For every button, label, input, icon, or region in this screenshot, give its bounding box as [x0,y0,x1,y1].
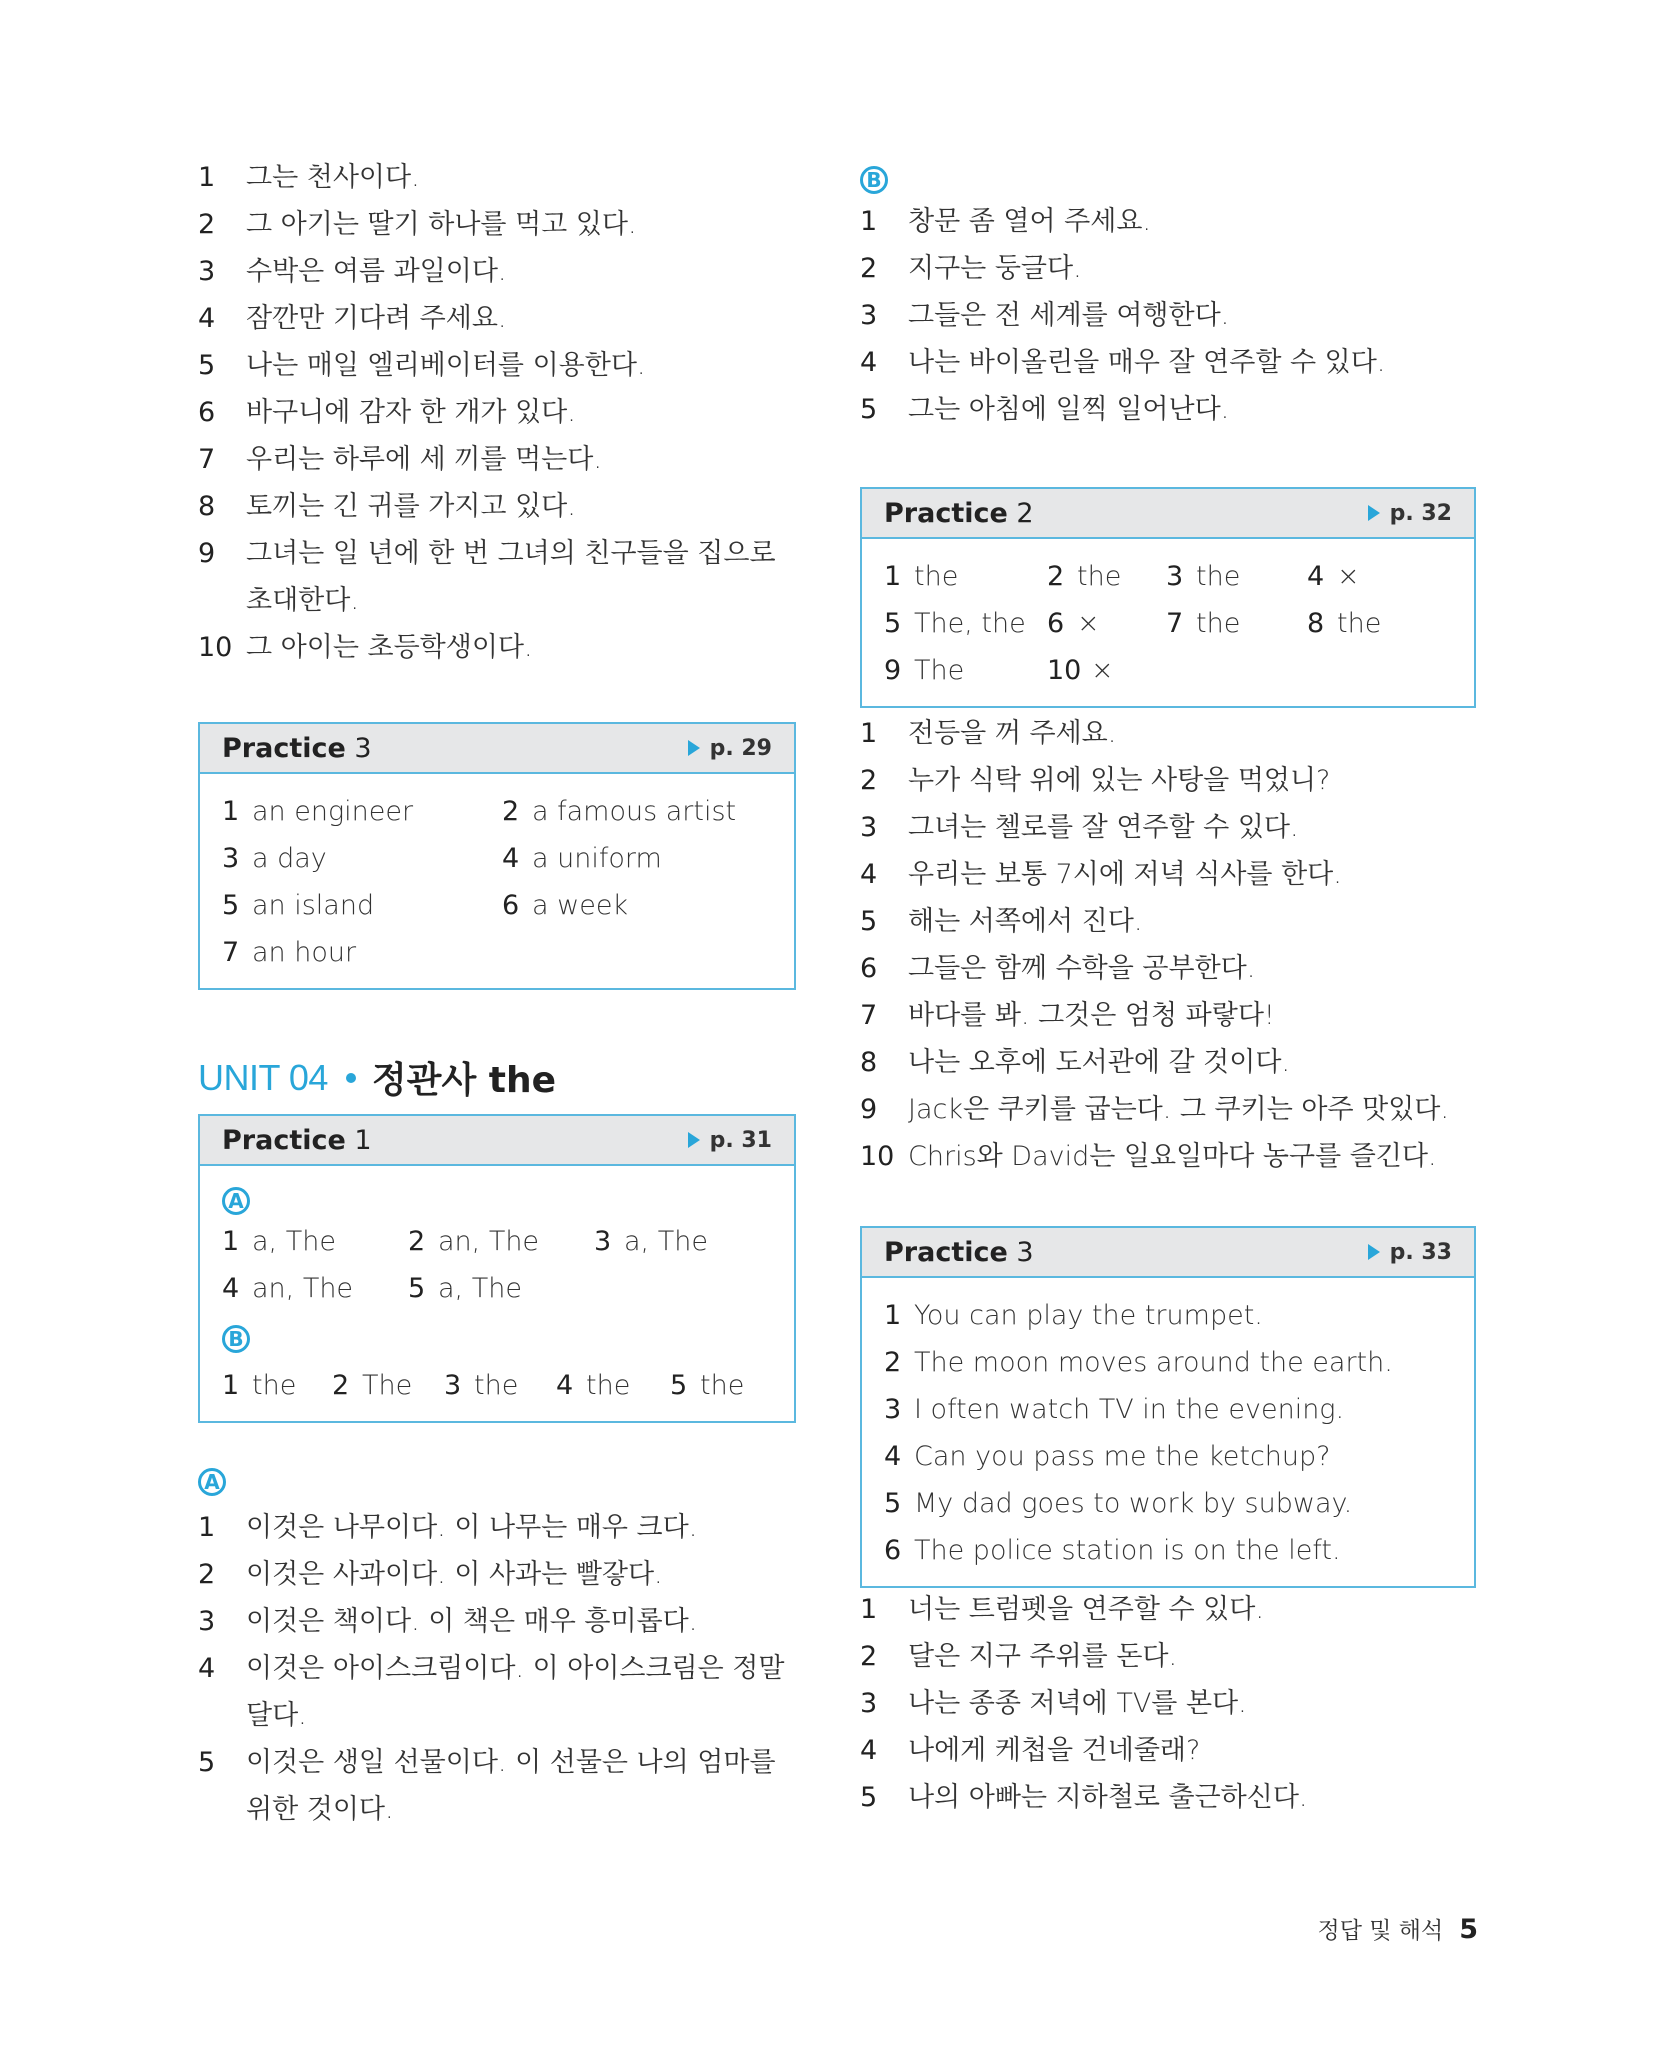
answer-text: Can you pass me the ketchup? [914,1441,1331,1472]
list-item [860,1086,1476,1133]
practice-word: Practice [884,1236,1008,1268]
translation-list-2 [860,710,1476,1180]
answer-text: the [1196,608,1241,639]
item-number: 7 [198,444,216,475]
answer-number: 3 [222,843,240,874]
answer-number: 2 [408,1226,426,1257]
practice-header [200,1116,794,1166]
practice-word: Practice [222,1124,346,1156]
item-number: 10 [860,1141,895,1172]
numbered-list [198,1504,796,1833]
answer-text: a, The [438,1273,522,1304]
list-item [198,1551,796,1598]
list-item [198,201,796,248]
item-number: 5 [198,1747,216,1778]
answer-text: the [914,561,959,592]
item-text: 그들은 전 세계를 여행한다. [908,300,1230,331]
answer-cell [884,1433,1452,1480]
unit-label: UNIT 04 [198,1056,328,1098]
item-text: 잠깐만 기다려 주세요. [246,303,507,334]
answer-number: 5 [670,1370,688,1401]
answer-number: 5 [408,1273,426,1304]
answer-text: My dad goes to work by subway. [914,1488,1353,1519]
list-item [860,898,1476,945]
answer-number: 2 [502,796,520,827]
section-b-marker [860,162,1476,198]
item-number: 2 [860,1641,878,1672]
answer-grid [222,788,772,976]
item-text: 나는 오후에 도서관에 갈 것이다. [908,1047,1290,1078]
item-text: Jack은 쿠키를 굽는다. 그 쿠키는 아주 맛있다. [908,1094,1449,1125]
answer-cell [408,1265,594,1312]
item-number: 2 [860,253,878,284]
list-item [860,1680,1476,1727]
item-number: 5 [860,394,878,425]
answer-text: the [700,1370,745,1401]
item-number: 1 [860,1594,878,1625]
item-number: 4 [198,1653,216,1684]
answer-text: the [1077,561,1122,592]
list-item [860,992,1476,1039]
item-number: 4 [198,303,216,334]
page-reference [1368,501,1452,526]
section-b-marker [222,1316,772,1362]
answer-grid-a [222,1218,772,1312]
answer-cell [502,788,772,835]
item-text: 이것은 나무이다. 이 나무는 매우 크다. [246,1512,698,1543]
item-number: 8 [860,1047,878,1078]
item-number: 1 [860,206,878,237]
play-triangle-icon [688,1132,700,1148]
practice-body [200,774,794,988]
section-a-badge: A [198,1468,226,1496]
answer-number: 1 [222,1226,240,1257]
answer-text: The, the [914,608,1026,639]
answer-cell [556,1362,670,1409]
item-text: 우리는 보통 7시에 저녁 식사를 한다. [908,859,1342,890]
answer-cell [884,553,1047,600]
page-reference-text: p. 29 [709,735,772,761]
answer-number: 6 [884,1535,902,1566]
answer-text: The [914,655,965,686]
item-number: 5 [860,906,878,937]
item-number: 4 [860,1735,878,1766]
answer-text: I often watch TV in the evening. [914,1394,1345,1425]
answer-text: an, The [252,1273,354,1304]
list-item [198,624,796,671]
item-number: 3 [198,256,216,287]
answer-cell [222,882,502,929]
answer-cell [670,1362,772,1409]
item-text: 나는 바이올린을 매우 잘 연주할 수 있다. [908,347,1386,378]
list-item [198,154,796,201]
item-number: 4 [860,859,878,890]
answer-number: 3 [884,1394,902,1425]
list-item [860,1133,1476,1180]
answer-text: a uniform [532,843,662,874]
answer-text: an engineer [252,796,414,827]
list-item [860,1039,1476,1086]
answer-cell [1166,553,1307,600]
item-text: 그녀는 일 년에 한 번 그녀의 친구들을 집으로 초대한다. [246,538,776,616]
list-item [198,1645,796,1739]
page-reference [688,1128,772,1153]
item-text: 그 아이는 초등학생이다. [246,632,533,663]
item-text: 이것은 사과이다. 이 사과는 빨갛다. [246,1559,663,1590]
numbered-list [860,1586,1476,1821]
answer-text: The police station is on the left. [914,1535,1341,1566]
practice-3-box-left [198,722,796,990]
section-b-badge: B [860,166,888,194]
answer-text: an hour [252,937,357,968]
item-number: 3 [860,812,878,843]
item-number: 3 [860,300,878,331]
answer-text: an island [252,890,375,921]
item-number: 6 [860,953,878,984]
answer-number: 5 [222,890,240,921]
item-number: 7 [860,1000,878,1031]
answer-cell [408,1218,594,1265]
answer-text: × [1091,655,1114,686]
answer-number: 9 [884,655,902,686]
answer-cell [594,1218,772,1265]
item-text: 창문 좀 열어 주세요. [908,206,1151,237]
practice-header [862,489,1474,539]
answer-cell [1047,647,1166,694]
item-number: 5 [860,1782,878,1813]
answer-grid [884,553,1452,694]
answer-number: 10 [1047,655,1082,686]
answer-cell [222,835,502,882]
answer-number: 8 [1307,608,1325,639]
answer-cell [444,1362,556,1409]
answer-text: You can play the trumpet. [914,1300,1263,1331]
unit-name: 정관사 the [371,1060,557,1101]
answer-number: 6 [1047,608,1065,639]
practice-title [222,1125,372,1156]
item-number: 8 [198,491,216,522]
practice-number: 3 [354,732,372,764]
answer-cell [222,1362,332,1409]
answer-number: 2 [1047,561,1065,592]
practice-body [862,1278,1474,1586]
unit-heading [198,1052,556,1103]
practice-number: 2 [1016,497,1034,529]
answer-number: 7 [222,937,240,968]
answer-cell [332,1362,444,1409]
list-item [860,1774,1476,1821]
answer-cell [222,788,502,835]
item-number: 2 [198,1559,216,1590]
list-item [860,945,1476,992]
answer-number: 5 [884,1488,902,1519]
item-text: 너는 트럼펫을 연주할 수 있다. [908,1594,1264,1625]
practice-body [862,539,1474,706]
translation-list-3 [860,1586,1476,1821]
item-number: 1 [198,162,216,193]
section-a-marker [222,1184,772,1218]
item-number: 2 [860,765,878,796]
item-text: 해는 서쪽에서 진다. [908,906,1143,937]
item-number: 4 [860,347,878,378]
answer-cell [884,600,1047,647]
bullet-dot-icon [346,1073,356,1083]
answer-cell [1047,600,1166,647]
answer-number: 1 [222,796,240,827]
page-reference-text: p. 33 [1389,1239,1452,1265]
item-text: 나의 아빠는 지하철로 출근하신다. [908,1782,1308,1813]
item-text: Chris와 David는 일요일마다 농구를 즐긴다. [908,1141,1437,1172]
answer-number: 4 [1307,561,1325,592]
list-item [860,804,1476,851]
answer-number: 3 [444,1370,462,1401]
answer-cell [884,1339,1452,1386]
item-number: 6 [198,397,216,428]
list-item [860,851,1476,898]
item-text: 나는 종종 저녁에 TV를 본다. [908,1688,1247,1719]
practice-header [862,1228,1474,1278]
item-number: 10 [198,632,233,663]
answer-text: the [252,1370,297,1401]
page-number: 5 [1459,1914,1478,1945]
item-text: 그는 아침에 일찍 일어난다. [908,394,1230,425]
answer-text: × [1077,608,1100,639]
answer-number: 7 [1166,608,1184,639]
answer-text: The moon moves around the earth. [914,1347,1393,1378]
item-text: 나는 매일 엘리베이터를 이용한다. [246,350,646,381]
answer-cell [222,1265,408,1312]
answer-text: × [1337,561,1360,592]
answer-list-translation-1 [198,154,796,671]
list-item [860,1727,1476,1774]
answer-cell [1307,600,1452,647]
list-item [860,339,1476,386]
list-item [198,342,796,389]
item-text: 바구니에 감자 한 개가 있다. [246,397,576,428]
answer-text: the [474,1370,519,1401]
list-item [198,1504,796,1551]
item-number: 2 [198,209,216,240]
list-item [198,436,796,483]
answer-cell [222,929,502,976]
play-triangle-icon [1368,1244,1380,1260]
practice-3-box-right [860,1226,1476,1588]
practice-2-box [860,487,1476,708]
section-b-badge: B [222,1325,250,1353]
page-reference [1368,1240,1452,1265]
item-number: 9 [860,1094,878,1125]
footer-label: 정답 및 해석 [1317,1918,1444,1944]
answer-text: a, The [624,1226,708,1257]
section-b-translations [860,162,1476,433]
answer-cell [884,1386,1452,1433]
item-text: 그들은 함께 수학을 공부한다. [908,953,1256,984]
list-item [198,248,796,295]
page-reference [688,736,772,761]
numbered-list [860,198,1476,433]
item-number: 3 [198,1606,216,1637]
answer-number: 4 [502,843,520,874]
answer-cell [502,835,772,882]
answer-number: 2 [332,1370,350,1401]
section-a-marker [198,1464,796,1500]
item-text: 지구는 둥글다. [908,253,1082,284]
item-text: 바다를 봐. 그것은 엄청 파랗다! [908,1000,1275,1031]
page-reference-text: p. 31 [709,1127,772,1153]
list-item [860,710,1476,757]
answer-text: The [362,1370,413,1401]
item-number: 1 [860,718,878,749]
list-item [198,295,796,342]
list-item [860,292,1476,339]
practice-header [200,724,794,774]
list-item [198,389,796,436]
answer-number: 4 [556,1370,574,1401]
answer-cell [884,1480,1452,1527]
answer-cell [1047,553,1166,600]
item-text: 이것은 생일 선물이다. 이 선물은 나의 엄마를 위한 것이다. [246,1747,776,1825]
list-item [198,530,796,624]
practice-word: Practice [884,497,1008,529]
list-item [198,483,796,530]
answer-number: 1 [884,1300,902,1331]
answer-number: 1 [884,561,902,592]
answer-grid [884,1292,1452,1574]
item-number: 5 [198,350,216,381]
answer-number: 4 [884,1441,902,1472]
answer-cell [502,882,772,929]
practice-body [200,1166,794,1421]
play-triangle-icon [1368,505,1380,521]
list-item [860,198,1476,245]
answer-text: a day [252,843,327,874]
item-text: 달은 지구 주위를 돈다. [908,1641,1178,1672]
item-text: 이것은 책이다. 이 책은 매우 흥미롭다. [246,1606,698,1637]
answer-cell [884,1292,1452,1339]
practice-title [884,498,1034,529]
answer-text: an, The [438,1226,540,1257]
list-item [860,1633,1476,1680]
answer-number: 3 [1166,561,1184,592]
play-triangle-icon [688,740,700,756]
item-number: 1 [198,1512,216,1543]
page-reference-text: p. 32 [1389,500,1452,526]
answer-text: a famous artist [532,796,737,827]
answer-text: the [586,1370,631,1401]
item-text: 그 아기는 딸기 하나를 먹고 있다. [246,209,637,240]
item-text: 수박은 여름 과일이다. [246,256,507,287]
item-number: 3 [860,1688,878,1719]
list-item [860,386,1476,433]
answer-text: a, The [252,1226,336,1257]
section-a-badge: A [222,1187,250,1215]
practice-number: 3 [1016,1236,1034,1268]
answer-cell [884,1527,1452,1574]
page-footer [1317,1912,1478,1945]
item-text: 우리는 하루에 세 끼를 먹는다. [246,444,602,475]
list-item [860,1586,1476,1633]
answer-text: the [1337,608,1382,639]
answer-number: 1 [222,1370,240,1401]
answer-cell [884,647,1047,694]
numbered-list [860,710,1476,1180]
answer-cell [1166,600,1307,647]
item-text: 누가 식탁 위에 있는 사탕을 먹었니? [908,765,1331,796]
answer-number: 6 [502,890,520,921]
item-text: 전등을 꺼 주세요. [908,718,1117,749]
list-item [198,1739,796,1833]
list-item [860,757,1476,804]
practice-title [222,733,372,764]
list-item [198,1598,796,1645]
answer-text: the [1196,561,1241,592]
answer-number: 2 [884,1347,902,1378]
numbered-list [198,154,796,671]
practice-1-box [198,1114,796,1423]
answer-number: 5 [884,608,902,639]
item-text: 그녀는 첼로를 잘 연주할 수 있다. [908,812,1299,843]
item-text: 나에게 케첩을 건네줄래? [908,1735,1201,1766]
list-item [860,245,1476,292]
answer-cell [222,1218,408,1265]
answer-cell [1307,553,1452,600]
item-text: 그는 천사이다. [246,162,420,193]
practice-word: Practice [222,732,346,764]
item-number: 9 [198,538,216,569]
answer-number: 4 [222,1273,240,1304]
answer-number: 3 [594,1226,612,1257]
practice-number: 1 [354,1124,372,1156]
practice-title [884,1237,1034,1268]
answer-text: a week [532,890,629,921]
item-text: 토끼는 긴 귀를 가지고 있다. [246,491,576,522]
section-a-translations [198,1464,796,1833]
answer-grid-b [222,1362,772,1409]
item-text: 이것은 아이스크림이다. 이 아이스크림은 정말 달다. [246,1653,785,1731]
